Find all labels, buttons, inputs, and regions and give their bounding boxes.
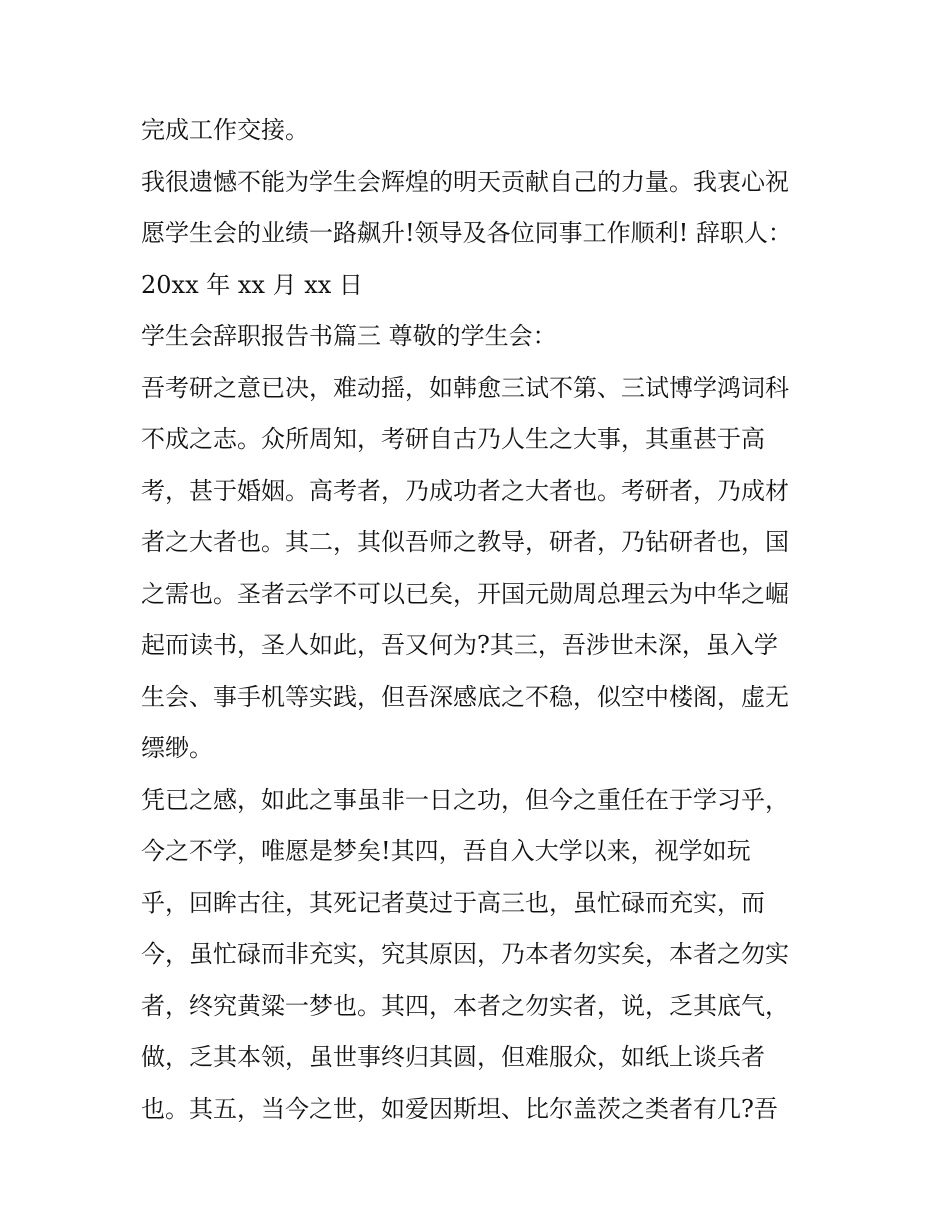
- text-line: 不成之志。众所周知，考研自古乃人生之大事，其重甚于高: [141, 425, 765, 453]
- text-line: 考，甚于婚姻。高考者，乃成功者之大者也。考研者，乃成材: [141, 476, 789, 505]
- date-line: 20xx 年 xx 月 xx 日: [141, 270, 363, 299]
- text-line: 做，乏其本领，虽世事终归其圆，但难服众，如纸上谈兵者: [141, 1043, 765, 1071]
- section-heading: 学生会辞职报告书篇三 尊敬的学生会：: [141, 322, 557, 350]
- text-line: 者，终究黄粱一梦也。其四，本者之勿实者，说，乏其底气，: [141, 991, 789, 1020]
- text-line: 也。其五，当今之世，如爱因斯坦、比尔盖茨之类者有几?吾: [141, 1094, 778, 1123]
- text-line: 缥缈。: [141, 734, 213, 762]
- text-line: 今，虽忙碌而非充实，究其原因，乃本者勿实矣，本者之勿实: [141, 940, 789, 968]
- text-line: 完成工作交接。: [141, 116, 309, 144]
- text-line: 我很遗憾不能为学生会辉煌的明天贡献自己的力量。我衷心祝: [141, 167, 789, 196]
- text-line: 生会、事手机等实践，但吾深感底之不稳，似空中楼阁，虚无: [141, 682, 789, 711]
- text-line: 之需也。圣者云学不可以已矣，开国元勋周总理云为中华之崛: [141, 579, 789, 608]
- text-line: 凭已之感，如此之事虽非一日之功，但今之重任在于学习乎，: [141, 785, 789, 814]
- text-line: 吾考研之意已决，难动摇，如韩愈三试不第、三试博学鸿词科: [141, 373, 789, 402]
- text-line: 愿学生会的业绩一路飙升!领导及各位同事工作顺利! 辞职人：: [141, 219, 792, 247]
- text-line: 今之不学，唯愿是梦矣!其四，吾自入大学以来，视学如玩: [141, 837, 751, 865]
- text-line: 者之大者也。其二，其似吾师之教导，研者，乃钻研者也，国: [141, 528, 789, 556]
- text-line: 乎，回眸古往，其死记者莫过于高三也，虽忙碌而充实，而: [141, 888, 765, 917]
- document-body: [141, 108, 821, 1138]
- text-line: 起而读书，圣人如此，吾又何为?其三，吾涉世未深，虽入学: [141, 631, 778, 659]
